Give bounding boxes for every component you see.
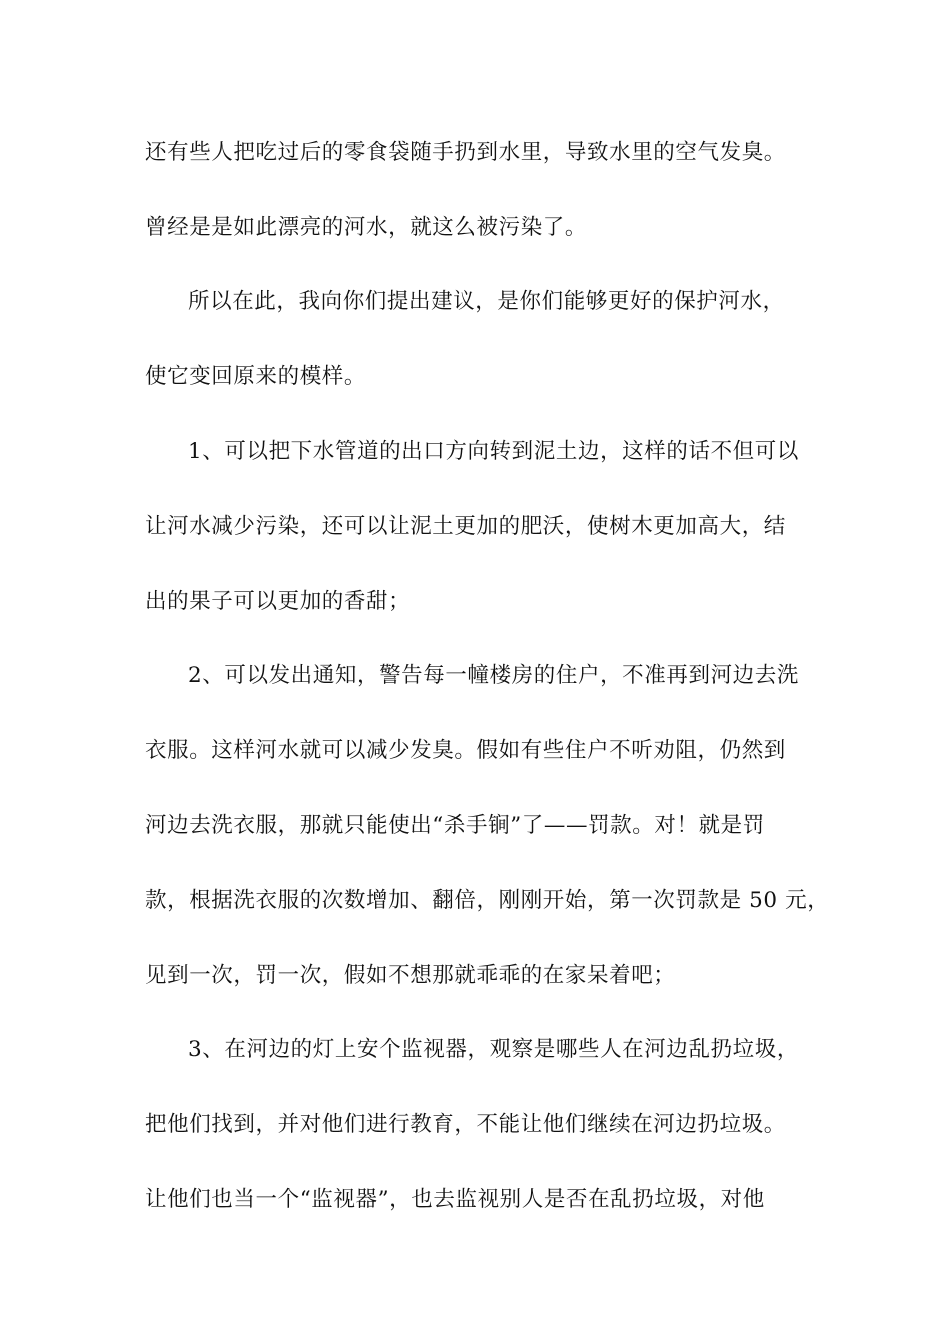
text-line: 衣服。这样河水就可以减少发臭。假如有些住户不听劝阻，仍然到 <box>145 738 786 763</box>
text-line: 使它变回原来的模样。 <box>145 364 367 389</box>
paragraph-first-line: 所以在此，我向你们提出建议，是你们能够更好的保护河水， <box>188 289 785 314</box>
text-line: 曾经是是如此漂亮的河水，就这么被污染了。 <box>145 215 588 240</box>
text-line: 让他们也当一个“监视器”，也去监视别人是否在乱扔垃圾，对他 <box>145 1187 765 1212</box>
list-item-1-first-line: 1、可以把下水管道的出口方向转到泥土边，这样的话不但可以 <box>188 439 799 464</box>
text-line: 款，根据洗衣服的次数增加、翻倍，刚刚开始，第一次罚款是 50 元， <box>145 888 830 913</box>
list-item-3-first-line: 3、在河边的灯上安个监视器，观察是哪些人在河边乱扔垃圾， <box>188 1037 799 1062</box>
text-line: 把他们找到，并对他们进行教育，不能让他们继续在河边扔垃圾。 <box>145 1112 786 1137</box>
text-line: 还有些人把吃过后的零食袋随手扔到水里，导致水里的空气发臭。 <box>145 140 786 165</box>
list-item-2-first-line: 2、可以发出通知，警告每一幢楼房的住户，不准再到河边去洗 <box>188 663 799 688</box>
text-line: 河边去洗衣服，那就只能使出“杀手锏”了——罚款。对！就是罚 <box>145 813 765 838</box>
text-line: 让河水减少污染，还可以让泥土更加的肥沃，使树木更加高大，结 <box>145 514 786 539</box>
text-line: 出的果子可以更加的香甜； <box>145 589 411 614</box>
text-line: 见到一次，罚一次，假如不想那就乖乖的在家呆着吧； <box>145 963 676 988</box>
